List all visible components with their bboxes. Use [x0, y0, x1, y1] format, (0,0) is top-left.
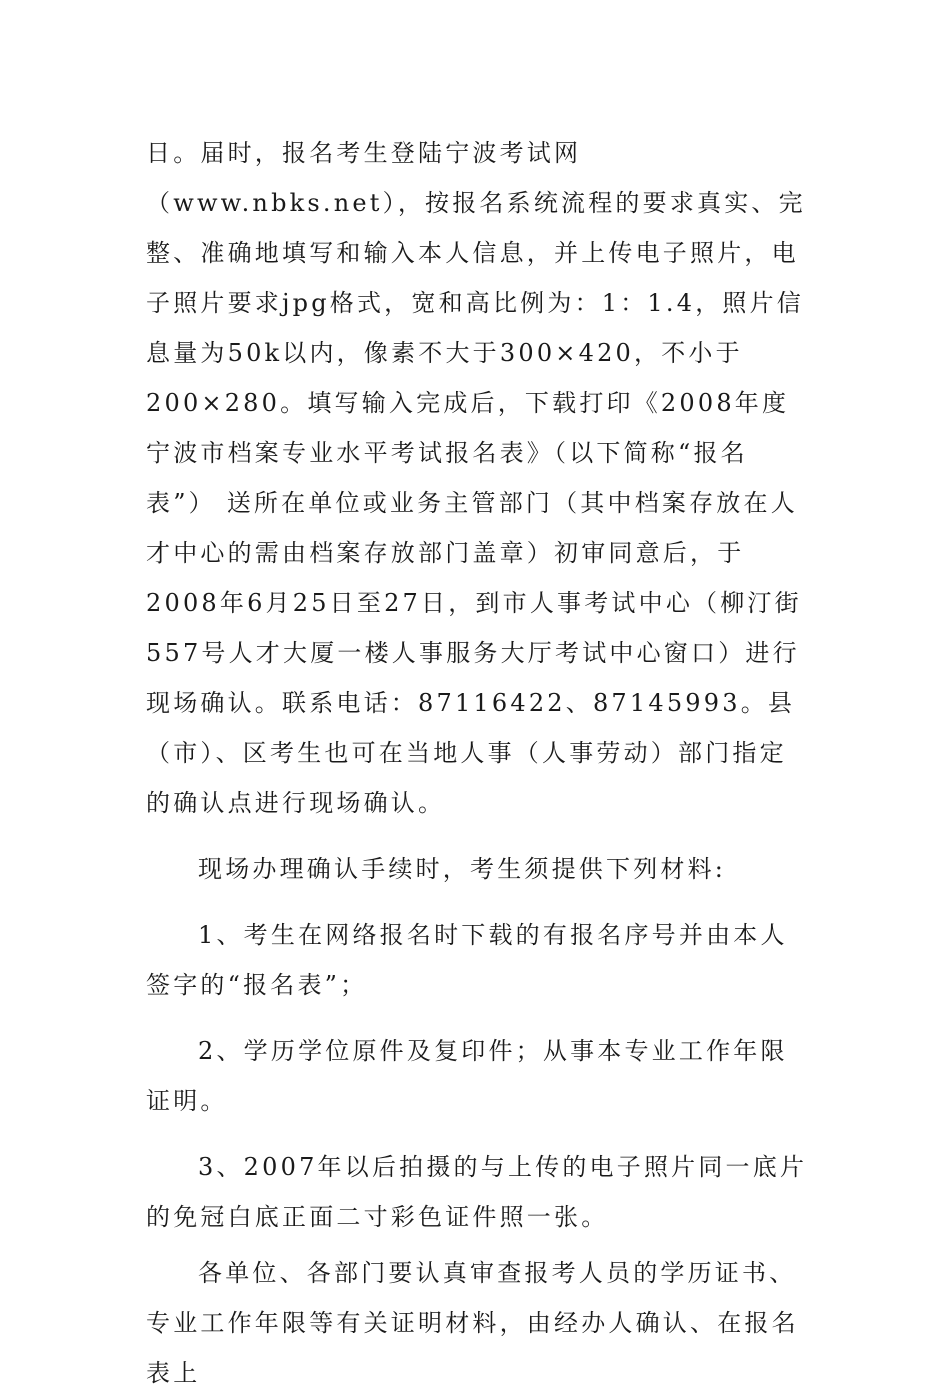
paragraph-registration-procedure: 日。届时，报名考生登陆宁波考试网（www.nbks.net），按报名系统流程的要求真实、完整、准确地填写和输入本人信息，并上传电子照片，电子照片要求jpg格式，宽和高比例为：1：1.4，照片信息量为50k以内，像素不大于300×420，不小于200×280。填写输入完成后，下载打印《2008年度宁波市档案专业水平考试报名表》（以下简称“报名表”） 送所在单位或业务主管部门（其中档案存放在人才中心的需由档案存放部门盖章）初审同意后，于2008年6月25日至27日，到市人事考试中心（柳汀街557号人才大厦一楼人事服务大厅考试中心窗口）进行现场确认。联系电话：87116422、87145993。县（市）、区考生也可在当地人事（人事劳动）部门指定的确认点进行现场确认。: [146, 139, 806, 817]
paragraph-material-1: 1、考生在网络报名时下载的有报名序号并由本人签字的“报名表”；: [146, 921, 788, 999]
paragraph-materials-intro: 现场办理确认手续时，考生须提供下列材料:: [198, 855, 727, 883]
paragraph-unit-review: 各单位、各部门要认真审查报考人员的学历证书、专业工作年限等有关证明材料，由经办人确认、在报名表上: [146, 1259, 799, 1387]
paragraph-material-3: 3、2007年以后拍摄的与上传的电子照片同一底片的免冠白底正面二寸彩色证件照一张。: [146, 1153, 808, 1231]
document-body: [146, 128, 811, 1398]
paragraph-material-2: 2、学历学位原件及复印件；从事本专业工作年限证明。: [146, 1037, 788, 1115]
